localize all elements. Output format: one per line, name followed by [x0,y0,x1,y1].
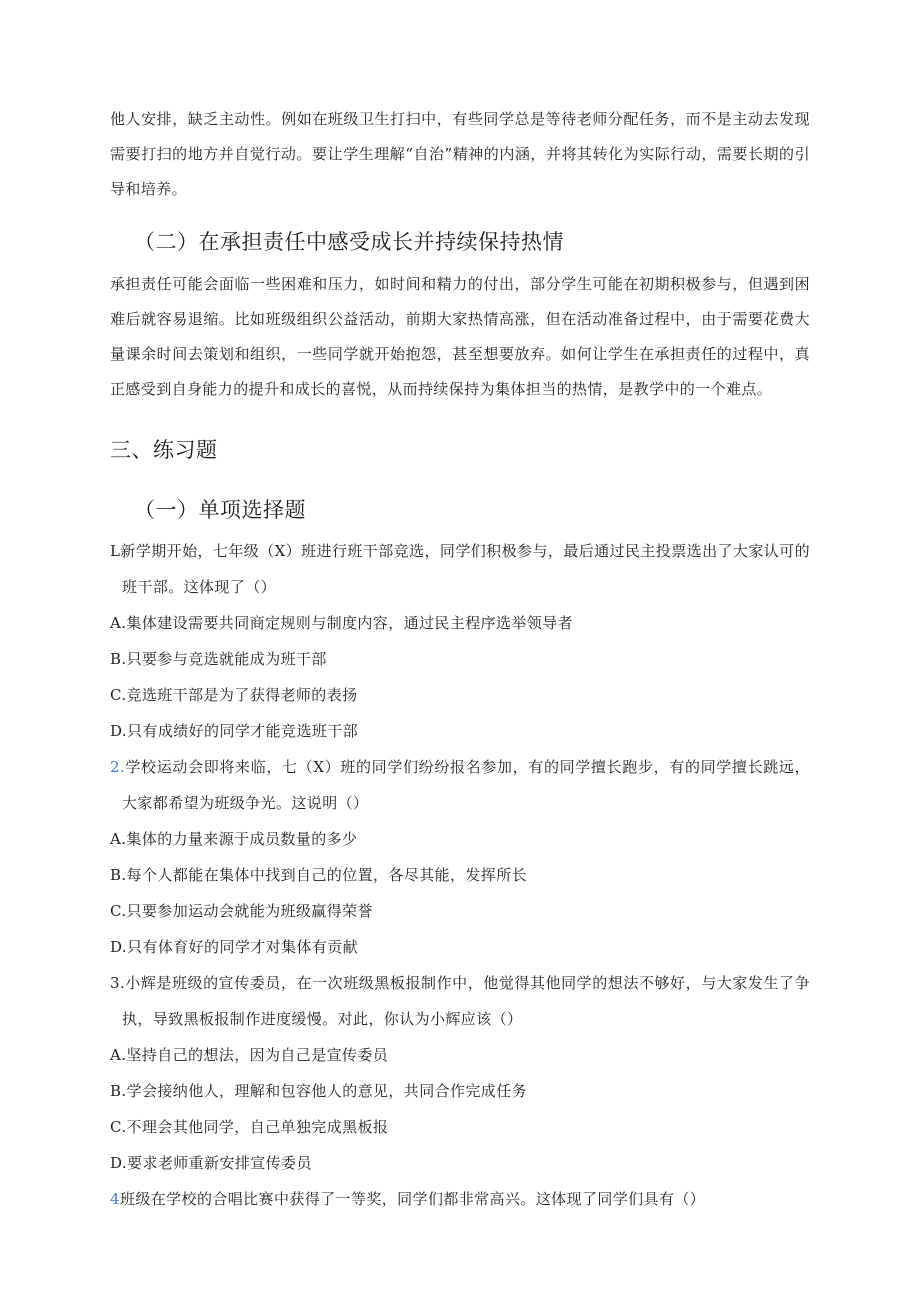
section-heading-2: （二）在承担责任中感受成长并持续保持热情 [134,230,564,254]
question-stem [110,533,810,605]
question-text: 学校运动会即将来临，七（X）班的同学们纷纷报名参加，有的同学擅长跑步，有的同学擅长跳远，大家都希望为班级争光。这说明（） [122,758,810,812]
option-d: D.要求老师重新安排宣传委员 [110,1154,312,1172]
question-4 [110,1181,810,1217]
question-2 [110,749,810,965]
question-stem [110,749,810,821]
option-d: D.只有成绩好的同学才能竞选班干部 [110,722,359,740]
question-number: 2. [110,758,126,776]
option-b: B.只要参与竞选就能成为班干部 [110,650,327,668]
option-c: C.不理会其他同学，自己单独完成黑板报 [110,1118,389,1136]
part-heading-exercises: 三、练习题 [110,438,218,462]
question-text: 新学期开始，七年级（X）班进行班干部竞选，同学们积极参与，最后通过民主投票选出了大家认可的班干部。这体现了（） [120,542,810,596]
question-number: L [110,542,121,560]
option-a: A.集体的力量来源于成员数量的多少 [110,830,358,848]
option-d: D.只有体育好的同学才对集体有贡献 [110,938,359,956]
document-page [110,102,810,1217]
subsection-heading-single-choice: （一）单项选择题 [134,498,306,522]
option-b: B.每个人都能在集体中找到自己的位置，各尽其能，发挥所长 [110,866,527,884]
question-stem [110,1181,810,1217]
option-c: C.竞选班干部是为了获得老师的表扬 [110,686,358,704]
section2-paragraph: 承担责任可能会面临一些困难和压力，如时间和精力的付出，部分学生可能在初期积极参与，但遇到困难后就容易退缩。比如班级组织公益活动，前期大家热情高涨，但在活动准备过程中，由于需要花费大量课余时间去策划和组织，一些同学就开始抱怨，甚至想要放弃。如何让学生在承担责任的过程中，真正感受到自身能力的提升和成长的喜悦，从而持续保持为集体担当的热情，是教学中的一个难点。 [110,275,810,398]
question-1 [110,533,810,749]
question-number: 3. [110,974,126,992]
question-text: 小辉是班级的宣传委员，在一次班级黑板报制作中，他觉得其他同学的想法不够好，与大家发生了争执，导致黑板报制作进度缓慢。对此，你认为小辉应该（） [122,974,810,1028]
intro-paragraph: 他人安排，缺乏主动性。例如在班级卫生打扫中，有些同学总是等待老师分配任务，而不是主动去发现需要打扫的地方并自觉行动。要让学生理解“自治”精神的内涵，并将其转化为实际行动，需要长期的引导和培养。 [110,110,810,198]
option-c: C.只要参加运动会就能为班级赢得荣誉 [110,902,373,920]
option-b: B.学会接纳他人，理解和包容他人的意见，共同合作完成任务 [110,1082,527,1100]
question-text: 班级在学校的合唱比赛中获得了一等奖，同学们都非常高兴。这体现了同学们具有（） [119,1190,706,1208]
option-a: A.集体建设需要共同商定规则与制度内容，通过民主程序选举领导者 [110,614,574,632]
question-number: 4 [110,1190,120,1208]
option-a: A.坚持自己的想法，因为自己是宣传委员 [110,1046,389,1064]
question-3 [110,965,810,1181]
question-stem [110,965,810,1037]
